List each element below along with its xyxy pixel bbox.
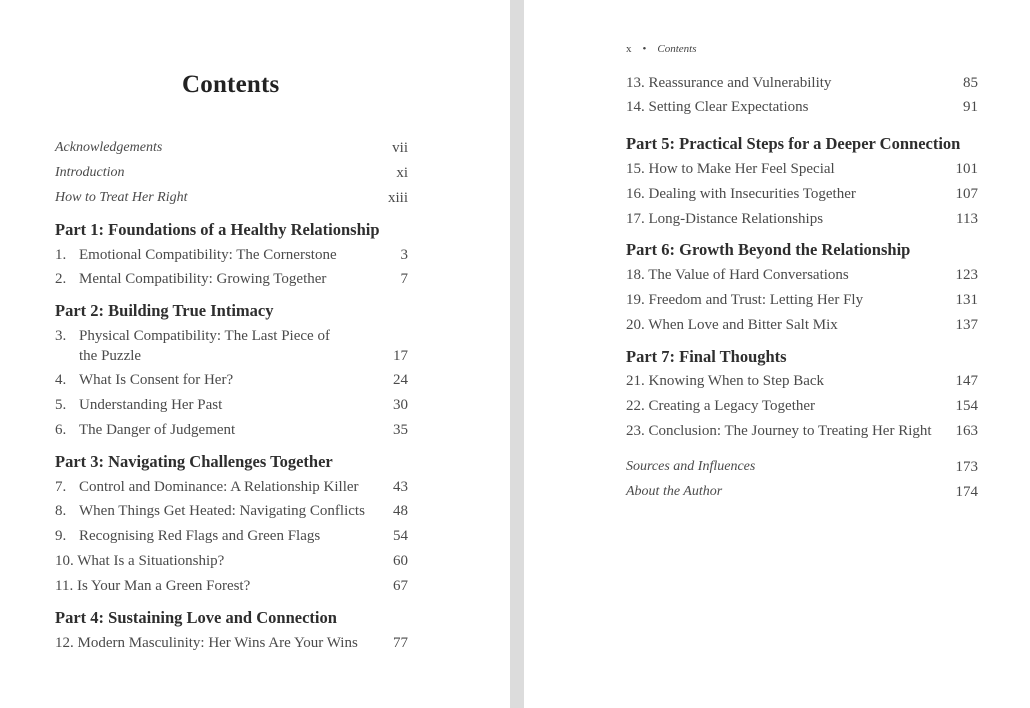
chapter-number: 2. xyxy=(55,271,67,287)
toc-entry-chapter-18[interactable]: 18. The Value of Hard Conversations xyxy=(626,267,849,283)
toc-entry-chapter-9[interactable]: Recognising Red Flags and Green Flags xyxy=(79,528,321,544)
chapter-number: 1. xyxy=(55,247,67,263)
contents-title: Contents xyxy=(182,71,280,98)
toc-page-number: 91 xyxy=(963,99,978,115)
toc-page-number: 48 xyxy=(393,503,408,519)
toc-page-number: 163 xyxy=(955,423,978,439)
toc-entry-how-to-treat-her-right[interactable]: How to Treat Her Right xyxy=(55,190,188,205)
chapter-number: 7. xyxy=(55,479,67,495)
chapter-title: Is Your Man a Green Forest? xyxy=(76,578,251,594)
toc-page-number: 7 xyxy=(400,271,408,287)
toc-page-number: xiii xyxy=(387,190,408,206)
chapter-title: What Is a Situationship? xyxy=(77,553,225,569)
toc-page-number: 107 xyxy=(955,186,978,202)
toc-page-number: 17 xyxy=(393,348,408,364)
toc-entry-chapter-22[interactable]: 22. Creating a Legacy Together xyxy=(626,398,816,414)
toc-page-number: 43 xyxy=(393,479,408,495)
running-head-page-number: x xyxy=(626,43,632,55)
toc-entry-chapter-10[interactable] xyxy=(55,553,224,570)
part-heading-3[interactable]: Part 3: Navigating Challenges Together xyxy=(55,452,333,471)
toc-page-number: 77 xyxy=(393,635,408,651)
chapter-title: Modern Masculinity: Her Wins Are Your Wins xyxy=(77,635,358,651)
toc-entry-chapter-14[interactable]: 14. Setting Clear Expectations xyxy=(626,99,809,115)
toc-page-number: 35 xyxy=(393,422,408,438)
toc-page-number: 147 xyxy=(955,373,978,389)
toc-entry-introduction[interactable]: Introduction xyxy=(55,165,125,180)
toc-entry-chapter-2[interactable]: Mental Compatibility: Growing Together xyxy=(79,271,327,287)
toc-entry-chapter-4[interactable]: What Is Consent for Her? xyxy=(79,372,234,388)
chapter-number: 11. xyxy=(55,578,74,594)
running-head xyxy=(626,43,696,55)
toc-entry-chapter-8[interactable]: When Things Get Heated: Navigating Conflicts xyxy=(79,503,365,519)
toc-entry-about-the-author[interactable]: About the Author xyxy=(626,484,723,499)
toc-page-number: 174 xyxy=(955,484,978,500)
toc-entry-chapter-17[interactable]: 17. Long-Distance Relationships xyxy=(626,211,824,227)
part-heading-4[interactable]: Part 4: Sustaining Love and Connection xyxy=(55,608,337,627)
part-heading-6[interactable]: Part 6: Growth Beyond the Relationship xyxy=(626,240,911,259)
toc-page-number: 123 xyxy=(955,267,978,283)
toc-entry-chapter-12[interactable] xyxy=(55,635,358,652)
toc-entry-acknowledgements[interactable]: Acknowledgements xyxy=(55,140,163,155)
chapter-number: 6. xyxy=(55,422,67,438)
chapter-number: 3. xyxy=(55,328,67,344)
toc-page-number: 85 xyxy=(963,75,978,91)
toc-entry-chapter-20[interactable]: 20. When Love and Bitter Salt Mix xyxy=(626,317,838,333)
part-heading-5[interactable]: Part 5: Practical Steps for a Deeper Connection xyxy=(626,134,961,153)
toc-page-number: 113 xyxy=(956,211,978,227)
toc-entry-chapter-11[interactable] xyxy=(55,578,250,595)
part-heading-1[interactable]: Part 1: Foundations of a Healthy Relationship xyxy=(55,220,380,239)
chapter-number: 8. xyxy=(55,503,67,519)
toc-entry-chapter-1[interactable]: Emotional Compatibility: The Cornerstone xyxy=(79,247,337,263)
toc-entry-chapter-6[interactable]: The Danger of Judgement xyxy=(79,422,236,438)
toc-entry-chapter-7[interactable]: Control and Dominance: A Relationship Killer xyxy=(79,479,359,495)
chapter-number: 9. xyxy=(55,528,67,544)
toc-entry-chapter-16[interactable]: 16. Dealing with Insecurities Together xyxy=(626,186,856,202)
toc-page-number: 60 xyxy=(393,553,408,569)
toc-page-number: 101 xyxy=(955,161,978,177)
toc-page-number: 3 xyxy=(400,247,408,263)
toc-page-number: 131 xyxy=(955,292,978,308)
toc-entry-chapter-3[interactable]: Physical Compatibility: The Last Piece of xyxy=(79,328,330,344)
part-heading-2[interactable]: Part 2: Building True Intimacy xyxy=(55,301,274,320)
toc-page-number: 24 xyxy=(393,372,408,388)
chapter-number: 4. xyxy=(55,372,67,388)
toc-entry-chapter-3-continued[interactable]: the Puzzle xyxy=(79,348,142,364)
toc-entry-chapter-5[interactable]: Understanding Her Past xyxy=(79,397,223,413)
chapter-number: 10. xyxy=(55,553,74,569)
chapter-number: 12. xyxy=(55,635,74,651)
chapter-number: 5. xyxy=(55,397,67,413)
toc-page-number: xi xyxy=(396,165,408,181)
page-gutter xyxy=(510,0,524,708)
toc-entry-sources[interactable]: Sources and Influences xyxy=(626,459,756,474)
toc-page-number: 137 xyxy=(955,317,978,333)
running-head-label: Contents xyxy=(657,43,697,55)
toc-page-number: 67 xyxy=(393,578,408,594)
toc-page-number: vii xyxy=(392,140,408,156)
toc-page-number: 154 xyxy=(955,398,978,414)
bullet-icon: • xyxy=(642,43,647,55)
toc-entry-chapter-21[interactable]: 21. Knowing When to Step Back xyxy=(626,373,825,389)
toc-entry-chapter-15[interactable]: 15. How to Make Her Feel Special xyxy=(626,161,835,177)
part-heading-7[interactable]: Part 7: Final Thoughts xyxy=(626,347,787,366)
toc-entry-chapter-19[interactable]: 19. Freedom and Trust: Letting Her Fly xyxy=(626,292,864,308)
right-page xyxy=(524,0,1030,708)
toc-entry-chapter-13[interactable]: 13. Reassurance and Vulnerability xyxy=(626,75,832,91)
left-page xyxy=(0,0,510,708)
toc-entry-chapter-23[interactable]: 23. Conclusion: The Journey to Treating Her Right xyxy=(626,423,932,439)
toc-page-number: 173 xyxy=(955,459,978,475)
toc-page-number: 54 xyxy=(393,528,408,544)
toc-page-number: 30 xyxy=(393,397,408,413)
